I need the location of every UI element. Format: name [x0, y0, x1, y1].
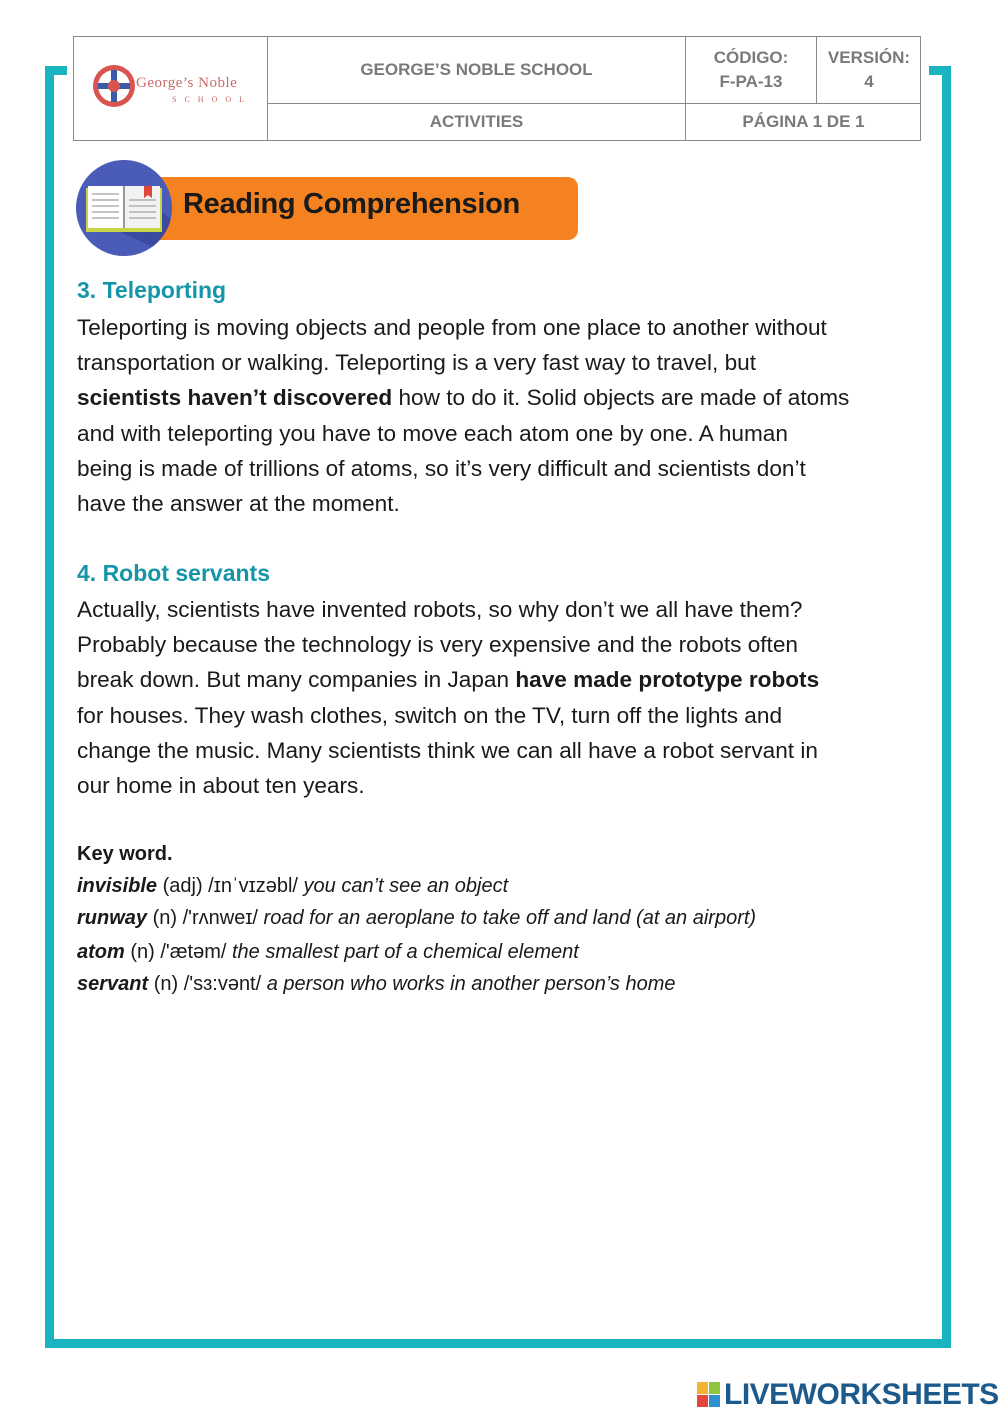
section-title-robot-servants: 4. Robot servants — [77, 560, 270, 586]
banner-title: Reading Comprehension — [183, 188, 520, 220]
paragraph-line — [77, 662, 927, 697]
codigo-value: F-PA-13 — [719, 72, 783, 91]
key-word-definition: a person who works in another person’s home — [266, 973, 676, 995]
frame-top-right-corner — [929, 66, 951, 75]
frame-top-left-corner — [45, 66, 67, 75]
school-crest-icon — [92, 61, 136, 111]
key-word-item — [77, 973, 675, 996]
line-text: break down. But many companies in Japan — [77, 667, 516, 693]
paragraph-line — [77, 380, 927, 415]
liveworksheets-brand[interactable] — [697, 1378, 999, 1412]
liveworksheets-logo-icon — [697, 1382, 721, 1408]
key-word-term: atom — [77, 941, 125, 963]
bold-phrase: have made prototype robots — [515, 667, 820, 693]
key-word-pronunciation: (n) /'ætəm/ — [124, 941, 232, 963]
paragraph-line: being is made of trillions of atoms, so it’s very difficult and scientists don’t — [77, 455, 806, 481]
version-cell — [817, 37, 921, 103]
liveworksheets-text: LIVEWORKSHEETS — [724, 1378, 999, 1411]
page-number: PÁGINA 1 DE 1 — [742, 112, 865, 131]
school-name: GEORGE’S NOBLE SCHOOL — [360, 60, 593, 79]
key-word-definition: road for an aeroplane to take off and land (at an airport) — [263, 907, 757, 929]
logo-subtext: SCHOOL — [172, 95, 253, 104]
paragraph-line: Teleporting is moving objects and people from one place to another without — [77, 315, 827, 340]
section-title-teleporting: 3. Teleporting — [77, 277, 227, 303]
paragraph-teleporting — [77, 310, 927, 521]
version-label: VERSIÓN: — [827, 48, 911, 67]
key-word-item — [77, 907, 756, 930]
codigo-cell — [686, 37, 816, 103]
key-word-item — [77, 941, 579, 964]
frame-right-border — [942, 66, 951, 1348]
key-word-title: Key word. — [77, 843, 173, 865]
key-word-pronunciation: (adj) /ɪnˈvɪzəbl/ — [157, 875, 304, 897]
school-logo — [92, 57, 267, 117]
key-word-term: runway — [77, 907, 148, 929]
paragraph-line: and with teleporting you have to move each atom one by one. A human — [77, 420, 788, 446]
version-value: 4 — [864, 72, 874, 91]
logo-text: George’s Noble — [136, 75, 238, 91]
paragraph-line: for houses. They wash clothes, switch on the TV, turn off the lights and — [77, 702, 783, 728]
paragraph-robot-servants — [77, 592, 927, 803]
frame-left-border — [45, 66, 54, 1348]
activities-label: ACTIVITIES — [429, 112, 524, 131]
paragraph-line: transportation or walking. Teleporting is a very fast way to travel, but — [77, 350, 756, 376]
paragraph-line: have the answer at the moment. — [77, 491, 400, 517]
key-word-term: invisible — [77, 875, 158, 897]
bold-phrase: scientists haven’t discovered — [77, 385, 393, 411]
key-word-pronunciation: (n) /'sɜ:vənt/ — [148, 973, 267, 995]
line-text: how to do it. Solid objects are made of atoms — [398, 385, 850, 411]
key-word-definition: you can’t see an object — [303, 875, 509, 897]
paragraph-line: change the music. Many scientists think we can all have a robot servant in — [77, 737, 818, 763]
key-word-pronunciation: (n) /'rʌnweɪ/ — [147, 907, 264, 929]
paragraph-line: our home in about ten years. — [77, 773, 365, 799]
book-icon — [76, 160, 172, 256]
key-word-term: servant — [77, 973, 149, 995]
codigo-label: CÓDIGO: — [713, 48, 789, 67]
paragraph-line: Actually, scientists have invented robots, so why don’t we all have them? — [77, 597, 803, 622]
key-word-item — [77, 875, 508, 898]
frame-bottom-border — [45, 1339, 951, 1348]
document-header-table — [73, 36, 921, 141]
paragraph-line: Probably because the technology is very expensive and the robots often — [77, 632, 798, 658]
key-word-definition: the smallest part of a chemical element — [231, 941, 579, 963]
